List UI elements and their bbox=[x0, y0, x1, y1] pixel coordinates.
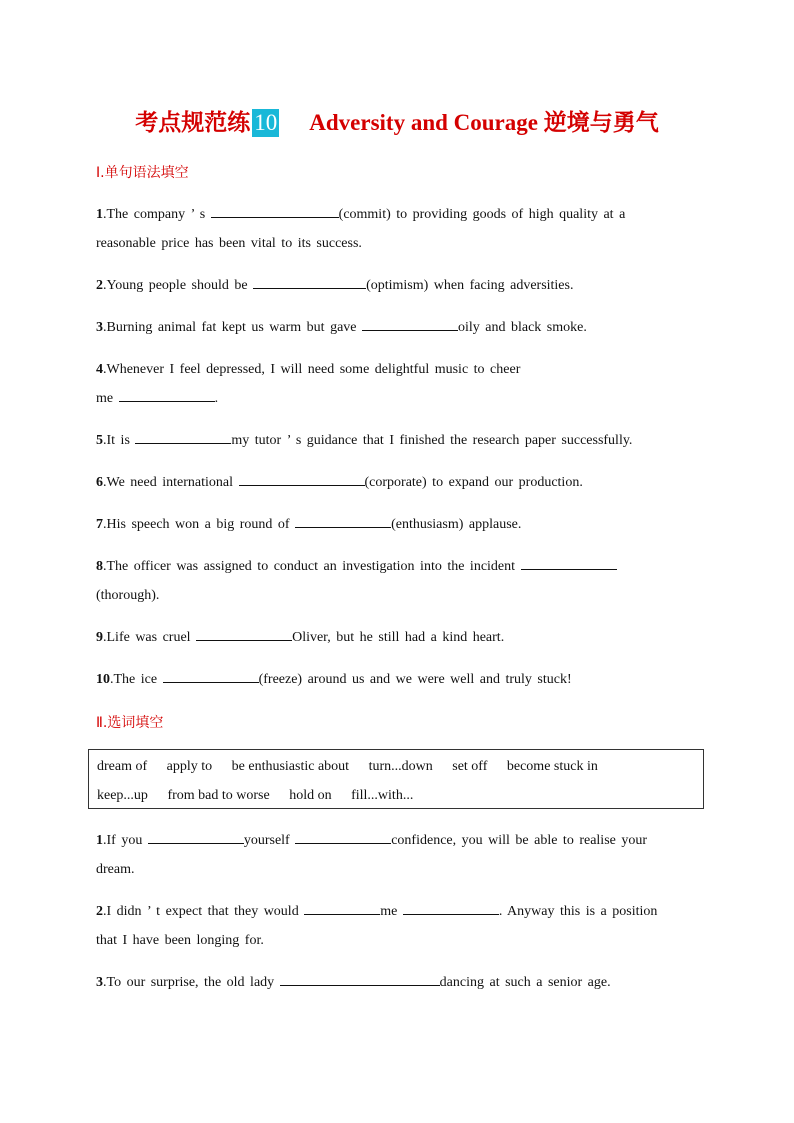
question-4 bbox=[96, 355, 696, 413]
answer-blank[interactable] bbox=[196, 627, 292, 641]
word-bank-item: keep...up bbox=[97, 788, 148, 803]
answer-blank[interactable] bbox=[211, 204, 339, 218]
section2-heading: Ⅱ.选词填空 bbox=[96, 715, 164, 731]
answer-blank[interactable] bbox=[119, 388, 215, 402]
question-text: .Young people should be bbox=[103, 278, 254, 293]
question-text: . Anyway this is a position bbox=[498, 904, 658, 919]
question-number: 9 bbox=[96, 630, 103, 645]
question-number: 1 bbox=[96, 207, 103, 222]
question-text: (enthusiasm) applause. bbox=[391, 517, 522, 532]
section1-heading: Ⅰ.单句语法填空 bbox=[96, 165, 189, 181]
question-9 bbox=[96, 623, 696, 652]
question-text: Oliver, but he still had a kind heart. bbox=[292, 630, 505, 645]
word-bank-item: fill...with... bbox=[351, 788, 414, 803]
question-5 bbox=[96, 426, 696, 455]
answer-blank[interactable] bbox=[148, 830, 244, 844]
word-bank-item: apply to bbox=[166, 759, 213, 774]
question-text: yourself bbox=[243, 833, 296, 848]
word-bank-item: from bad to worse bbox=[167, 788, 270, 803]
question-6 bbox=[96, 468, 696, 497]
question-text: .We need international bbox=[103, 475, 239, 490]
question-number: 8 bbox=[96, 559, 103, 574]
question-text: .Life was cruel bbox=[103, 630, 197, 645]
title-number-badge: 10 bbox=[254, 110, 278, 135]
answer-blank[interactable] bbox=[295, 514, 391, 528]
question-text: .It is bbox=[103, 433, 136, 448]
question-text: .To our surprise, the old lady bbox=[103, 975, 280, 990]
answer-blank[interactable] bbox=[362, 317, 458, 331]
question-number: 6 bbox=[96, 475, 103, 490]
question-text: .The ice bbox=[110, 672, 163, 687]
question-text: (optimism) when facing adversities. bbox=[366, 278, 574, 293]
question-text: (corporate) to expand our production. bbox=[364, 475, 583, 490]
question-text: me bbox=[96, 391, 119, 406]
question-number: 2 bbox=[96, 904, 103, 919]
question-number: 2 bbox=[96, 278, 103, 293]
question-10 bbox=[96, 665, 696, 694]
question-text: dream. bbox=[96, 862, 135, 877]
question-text: .The company ’ s bbox=[103, 207, 211, 222]
answer-blank[interactable] bbox=[295, 830, 391, 844]
question-text: .If you bbox=[103, 833, 148, 848]
word-bank-item: turn...down bbox=[368, 759, 433, 774]
word-bank-row bbox=[97, 781, 695, 810]
question-text: oily and black smoke. bbox=[458, 320, 587, 335]
question-text: my tutor ’ s guidance that I finished the research paper successfully. bbox=[231, 433, 633, 448]
question-number: 1 bbox=[96, 833, 103, 848]
question-7 bbox=[96, 510, 696, 539]
word-bank-item: be enthusiastic about bbox=[231, 759, 350, 774]
word-bank-item: hold on bbox=[289, 788, 332, 803]
question-text: me bbox=[380, 904, 403, 919]
title-cn: 考点规范练 bbox=[135, 110, 251, 135]
question-text: .I didn ’ t expect that they would bbox=[103, 904, 305, 919]
answer-blank[interactable] bbox=[304, 901, 380, 915]
word-bank-row bbox=[97, 752, 695, 781]
word-bank-item: dream of bbox=[97, 759, 148, 774]
question-1 bbox=[96, 200, 696, 258]
question-3 bbox=[96, 313, 696, 342]
question-number: 10 bbox=[96, 672, 110, 687]
page-title bbox=[0, 104, 794, 137]
question-number: 3 bbox=[96, 975, 103, 990]
answer-blank[interactable] bbox=[135, 430, 231, 444]
question-text: (commit) to providing goods of high quality at a bbox=[338, 207, 626, 222]
question-8 bbox=[96, 552, 696, 610]
answer-blank[interactable] bbox=[403, 901, 499, 915]
question-text: confidence, you will be able to realise your bbox=[391, 833, 648, 848]
question-text: (thorough). bbox=[96, 588, 160, 603]
question-text: .Burning animal fat kept us warm but gave bbox=[103, 320, 362, 335]
answer-blank[interactable] bbox=[521, 556, 617, 570]
question-text: that I have been longing for. bbox=[96, 933, 264, 948]
question-text: . bbox=[214, 391, 219, 406]
section2-question-2 bbox=[96, 897, 696, 955]
question-number: 4 bbox=[96, 362, 103, 377]
question-number: 5 bbox=[96, 433, 103, 448]
word-bank-item: become stuck in bbox=[506, 759, 598, 774]
question-text: reasonable price has been vital to its success. bbox=[96, 236, 362, 251]
question-text: .His speech won a big round of bbox=[103, 517, 296, 532]
question-text: .The officer was assigned to conduct an investigation into the incident bbox=[103, 559, 521, 574]
answer-blank[interactable] bbox=[253, 275, 366, 289]
title-cn-subtitle: 逆境与勇气 bbox=[543, 110, 659, 135]
question-number: 3 bbox=[96, 320, 103, 335]
word-bank bbox=[88, 749, 704, 809]
word-bank-item: set off bbox=[452, 759, 488, 774]
title-en: Adversity and Courage bbox=[309, 110, 538, 135]
question-text: dancing at such a senior age. bbox=[439, 975, 611, 990]
question-text: .Whenever I feel depressed, I will need some delightful music to cheer bbox=[103, 362, 521, 377]
section2-question-3 bbox=[96, 968, 696, 997]
answer-blank[interactable] bbox=[280, 972, 440, 986]
question-text: (freeze) around us and we were well and truly stuck! bbox=[258, 672, 572, 687]
question-2 bbox=[96, 271, 696, 300]
answer-blank[interactable] bbox=[239, 472, 365, 486]
answer-blank[interactable] bbox=[163, 669, 259, 683]
question-number: 7 bbox=[96, 517, 103, 532]
section2-question-1 bbox=[96, 826, 696, 884]
